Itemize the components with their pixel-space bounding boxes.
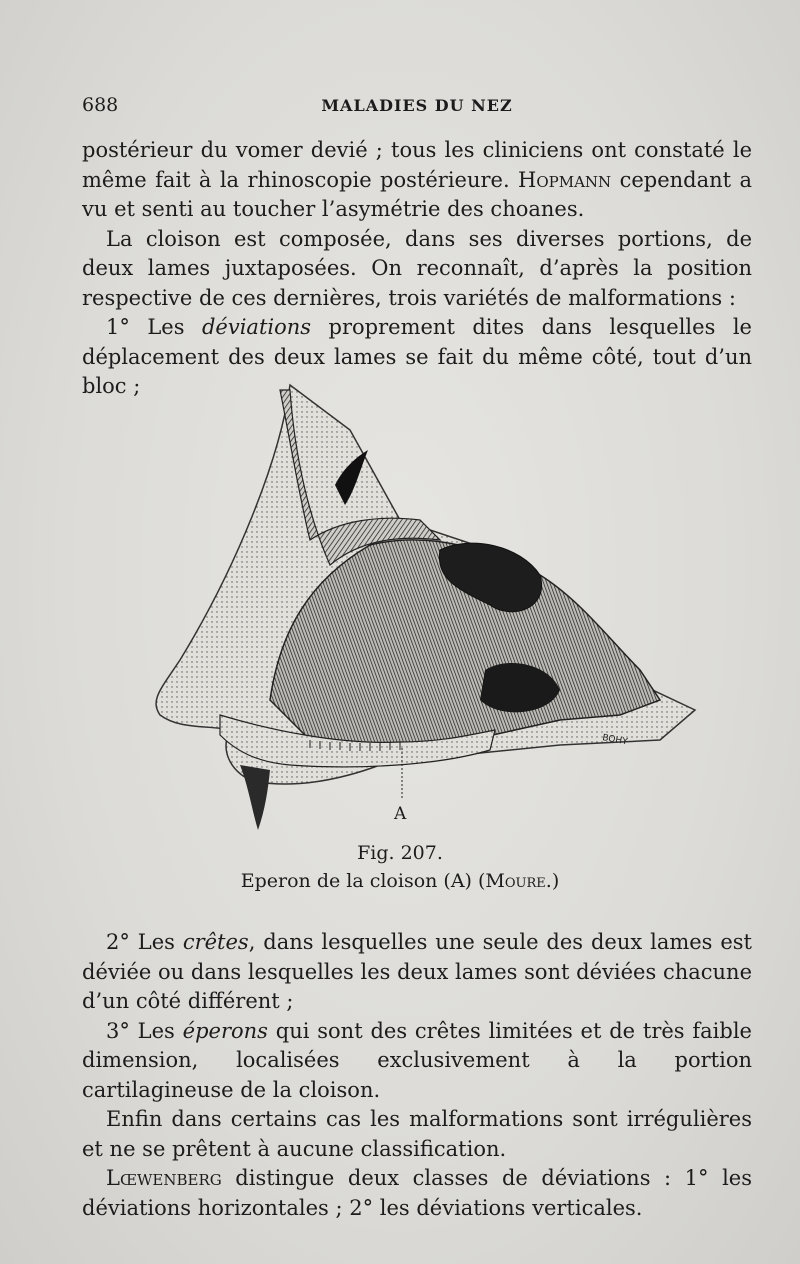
text-line-3: vu et senti au toucher l’asymétrie des choanes. [82,197,585,221]
figure-marker-a: A [394,804,407,824]
text-line-2: même fait à la rhinoscopie postérieure. Hopmann cependant a [82,167,752,192]
paragraph-irregular: Enfin dans certains cas les malformations sont irrégulières et ne se prêtent à aucune classification. [82,1107,752,1161]
paragraph-deviations: 1° Les déviations proprement dites dans lesquelles le déplacement des deux lames se fait du même côté, tout d’un bloc ; [82,315,752,398]
top-text [82,136,752,402]
page-number: 688 [82,94,119,116]
text-line-1: postérieur du vomer devié ; tous les cliniciens ont constaté le [82,138,752,162]
figure-caption: Eperon de la cloison (A) (Moure.) [240,870,560,892]
bottom-text [82,928,752,1223]
paragraph-loewenberg: Lœwenberg distingue deux classes de déviations : 1° les déviations horizontales ; 2° les déviations verticales. [82,1166,752,1220]
paragraph-eperons: 3° Les éperons qui sont des crêtes limitées et de très faible dimension, localisées exclusivement à la portion cartilagineuse de la cloison. [82,1018,752,1102]
figure-number: Fig. 207. [357,842,443,864]
author-loewenberg: Lœwenberg [106,1166,222,1190]
author-hopmann: Hopmann [518,167,612,192]
term-eperons: éperons [182,1018,268,1043]
running-title: MALADIES DU NEZ [321,96,513,115]
paragraph-composition: La cloison est composée, dans ses diverses portions, de deux lames juxtaposées. On reconnaît, d’après la position respective de ces dernières, trois variétés de malformations : [82,226,752,310]
term-cretes: crêtes [182,930,249,954]
page-header [82,94,752,118]
incisor-tooth [240,765,270,830]
engraver-signature: BOHY [601,733,629,748]
paragraph-cretes: 2° Les crêtes, dans lesquelles une seule des deux lames est déviée ou dans lesquelles les deux lames sont déviées chacune d’un côté différent ; [82,930,752,1013]
nasal-septum-engraving [140,370,700,840]
author-moure: Moure [485,870,546,892]
term-deviations: déviations [201,315,312,339]
